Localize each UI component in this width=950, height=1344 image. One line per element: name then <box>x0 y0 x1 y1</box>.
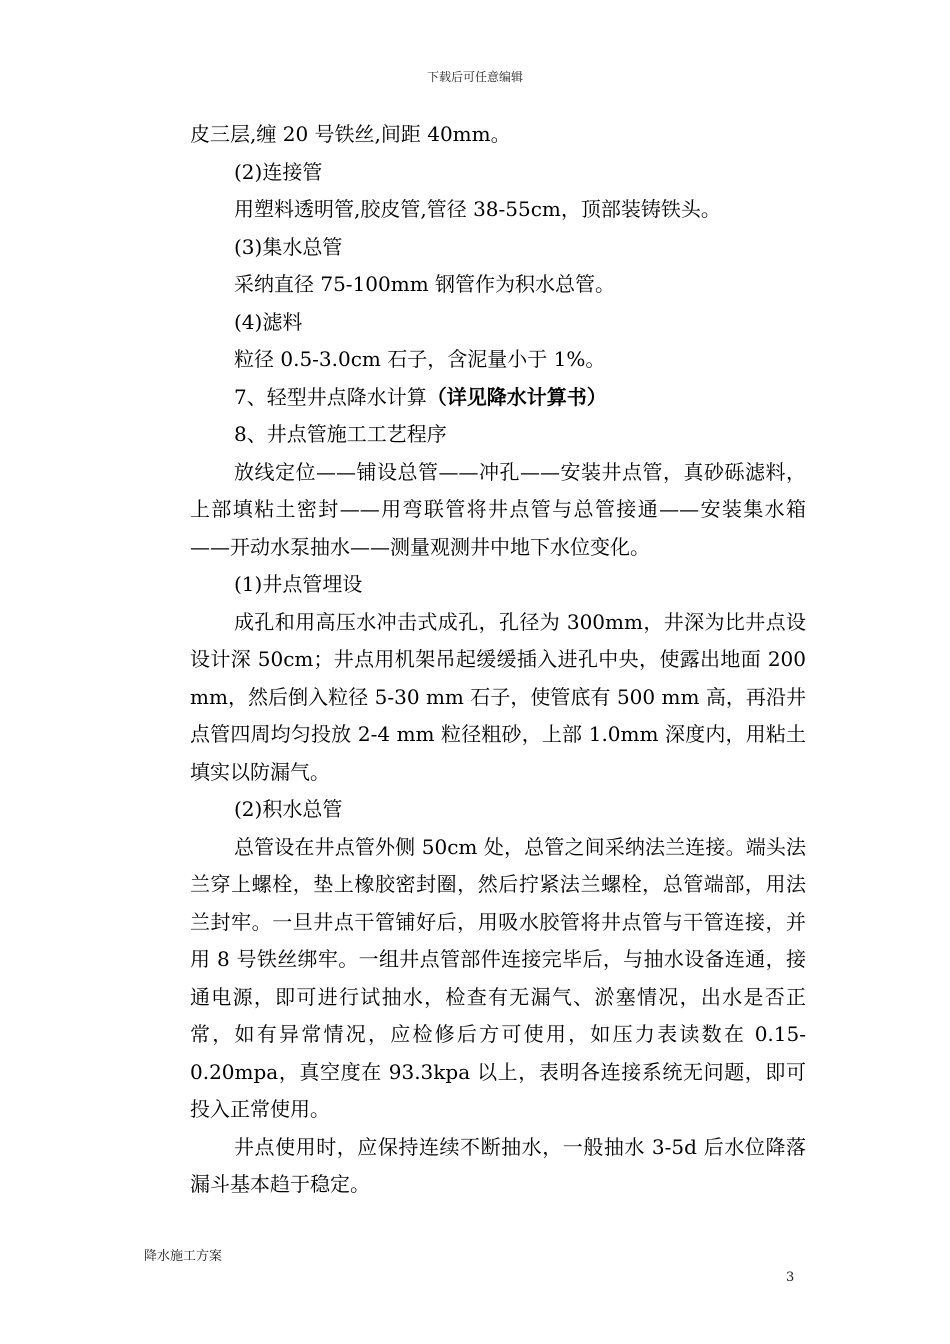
paragraph: 用塑料透明管,胶皮管,管径 38-55cm，顶部装铸铁头。 <box>234 197 721 221</box>
heading-note: （详见降水计算书） <box>426 384 607 409</box>
section-heading <box>190 379 806 417</box>
paragraph: 总管设在井点管外侧 50cm 处，总管之间采纳法兰连接。端头法兰穿上螺栓，垫上橡胶密封圈，然后拧紧法兰螺栓，总管端部，用法兰封牢。一旦井点干管铺好后，用吸水胶管将井点管与干管连接，并用 8 号铁丝绑牢。一组井点管部件连接完毕后，与抽水设备连通，接通电源，即可进行试抽水，检查有无漏气、淤塞情况，出水是否正常，如有异常情况，应检修后方可使用，如压力表读数在 0.15-0.20mpa，真空度在 93.3kpa 以上，表明各连接系统无问题，即可投入正常使用。 <box>190 834 806 1121</box>
section-heading: (2)积水总管 <box>234 797 343 821</box>
section-heading: (2)连接管 <box>234 159 323 184</box>
section-heading: (4)滤料 <box>234 309 303 334</box>
page-header: 下载后可任意编辑 <box>426 70 523 84</box>
page-body <box>190 116 806 1204</box>
paragraph: 成孔和用高压水冲击式成孔，孔径为 300mm，井深为比井点设设计深 50cm；井点用机架吊起缓缓插入进孔中央，使露出地面 200 mm，然后倒入粒径 5-30 mm 石子，使管底有 500 mm 高，再沿井点管四周均匀投放 2-4 mm 粒径粗砂，上部 1.0mm 深度内，用粘土填实以防漏气。 <box>190 609 806 784</box>
heading-text: 7、轻型井点降水计算 <box>234 384 427 409</box>
section-heading: (3)集水总管 <box>234 234 343 259</box>
paragraph: 皮三层,缠 20 号铁丝,间距 40mm。 <box>190 122 511 146</box>
paragraph: 粒径 0.5-3.0cm 石子，含泥量小于 1%。 <box>234 347 606 371</box>
section-heading: (1)井点管埋设 <box>234 572 363 596</box>
page-number: 3 <box>786 1270 795 1285</box>
paragraph: 放线定位——铺设总管——冲孔——安装井点管，真砂砾滤料，上部填粘土密封——用弯联管将井点管与总管接通——安装集水箱——开动水泵抽水——测量观测井中地下水位变化。 <box>190 459 806 559</box>
section-heading: 8、井点管施工工艺程序 <box>234 422 447 446</box>
paragraph: 井点使用时，应保持连续不断抽水，一般抽水 3-5d 后水位降落漏斗基本趋于稳定。 <box>190 1134 806 1196</box>
footer-title: 降水施工方案 <box>144 1249 223 1264</box>
paragraph: 采纳直径 75-100mm 钢管作为积水总管。 <box>234 272 616 296</box>
